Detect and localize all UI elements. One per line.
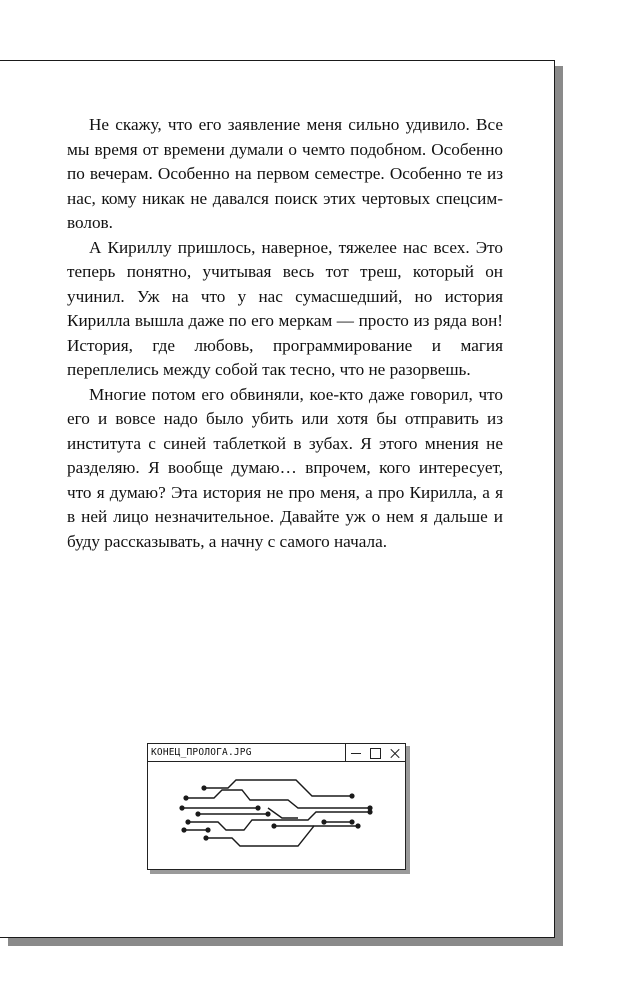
minimize-icon: [350, 747, 362, 759]
window-frame: [147, 743, 406, 870]
paragraph-2: А Кириллу пришлось, наверное, тяжелее нас всех. Это теперь понятно, учитывая весь тот треш, который он учинил. Уж на что у нас сумасшедший, но история Кирилла вышла даже по его меркам — просто из ряда вон! История, где любовь, программирование и магия переплелись между собой так тесно, что не разорвешь.: [67, 237, 503, 379]
maximize-icon: [369, 747, 381, 759]
paragraph-3: Многие потом его обвиняли, кое-кто даже говорил, что его и вовсе надо было убить или хотя бы отправить из института с синей таблеткой в зубах. Я этого мнения не разделяю. Я вообще думаю… впрочем, кого интересует, что я думаю? Эта история не про меня, а про Кирилла, а я в ней лицо незначительное. Давайте уж о нем я дальше и буду рассказывать, а начну с самого начала.: [67, 384, 503, 551]
page-text: [67, 113, 503, 554]
paragraph-1: Не скажу, что его заявление меня сильно удивило. Все мы время от времени думали о чемто подобном. Особенно по вечерам. Особенно на первом семестре. Особенно те из нас, кому никак не давался поиск этих чертовых спецсимволов.: [67, 115, 503, 232]
window-controls: [345, 744, 405, 761]
window-title: КОНЕЦ_ПРОЛОГА.JPG: [151, 747, 252, 758]
book-page: [0, 60, 555, 938]
image-window: [147, 743, 409, 873]
circuit-traces-icon: [148, 762, 405, 869]
close-icon: [389, 747, 401, 759]
window-titlebar: [148, 744, 405, 762]
